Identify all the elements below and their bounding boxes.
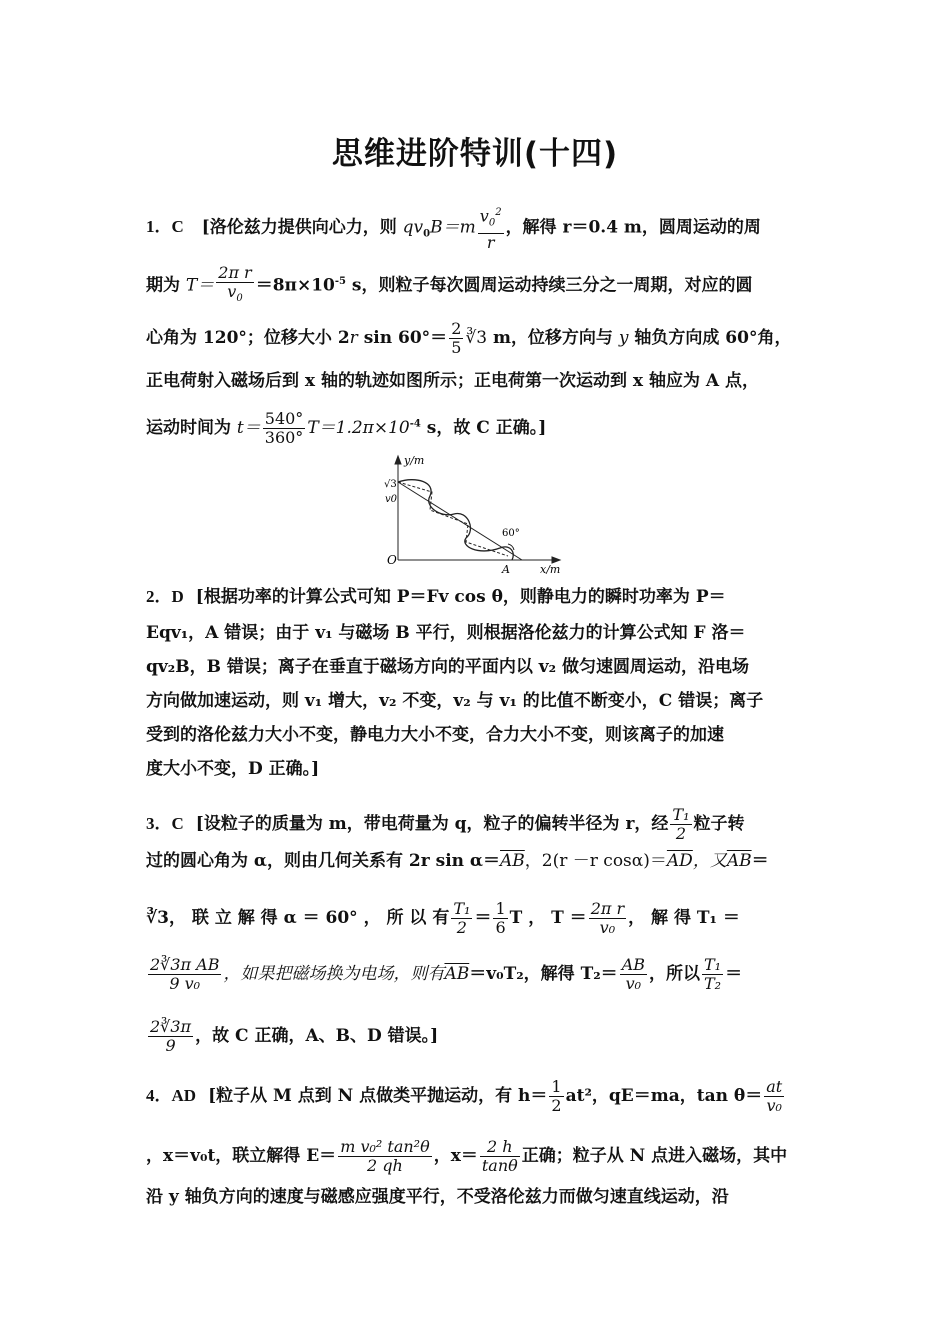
q4-line-1: 4．AD [粒子从 M 点到 N 点做类平抛运动，有 h＝ $\frac{1}{2}$ at²，qE＝ma，tan θ＝ $\frac{at}{\text{v₀}}$	[146, 1077, 783, 1115]
fraction: $\frac{2 h}{\tan\theta}$	[481, 1137, 518, 1175]
q2-line-2: Eqv₁，A 错误；由于 v₁ 与磁场 B 平行，则根据洛伦兹力的计算公式知 F 洛＝	[146, 623, 746, 643]
q2-line-1: 2．D [根据功率的计算公式可知 P＝Fv cos θ，则静电力的瞬时功率为 P＝	[146, 587, 726, 607]
origin-label: O	[387, 553, 397, 567]
q1-line-5: 运动时间为 t＝ $\frac{540^\circ}{360^\circ}$ $T=1.2\pi\times 10^{-4}$ s，故 C 正确。]	[146, 409, 547, 447]
q2-line-6: 度大小不变，D 正确。]	[146, 759, 320, 779]
point-a-label: A	[502, 563, 510, 574]
fraction: $\frac{540^\circ}{360^\circ}$	[264, 409, 304, 447]
v0-label: v0	[385, 494, 398, 505]
fraction: $\frac{\text{T₁}}{2}$	[672, 805, 690, 843]
dashed-chords	[398, 482, 508, 556]
fraction: $\frac{\text{2∛3π AB}}{\text{9 v₀}}$	[150, 955, 220, 993]
fraction: $\frac{\text{T₁}}{2}$	[453, 899, 471, 937]
page-title: 思维进阶特训(十四)	[331, 136, 619, 172]
q2-line-5: 受到的洛伦兹力大小不变，静电力大小不变，合力大小不变，则该离子的加速	[146, 725, 724, 745]
q3-line-5: $\frac{2∛3\pi}{9}$ ，故 C 正确，A、B、D 错误。]	[150, 1017, 439, 1055]
trajectory-figure	[382, 452, 566, 574]
ylabel: y/m	[404, 454, 425, 467]
q1-line-1: 1．C [洛伦兹力提供向心力，则 $qv_0B=m$ $\frac{v_0^2}{r}$ ，解得 r＝0.4 m，圆周运动的周	[146, 204, 808, 252]
fraction: $\frac{\text{2π r}}{v_0}$	[218, 263, 252, 305]
q2-number: 2．D	[146, 587, 184, 606]
q1-line-2: 期为 T＝ $\frac{\text{2π r}}{v_0}$ $=8\pi\times 10^{-5}$ s，则粒子每次圆周运动持续三分之一周期，对应的圆	[146, 264, 808, 308]
q1-number: 1．C	[146, 217, 184, 237]
q2-line-4: 方向做加速运动，则 v₁ 增大，v₂ 不变，v₂ 与 v₁ 的比值不断变小，C 错误；离子	[146, 691, 764, 711]
y-arrow	[395, 456, 401, 464]
angle-label: 60°	[502, 528, 520, 539]
fraction: $\frac{AB}{\text{v₀}}$	[621, 955, 645, 993]
q4-number: 4．AD	[146, 1086, 197, 1105]
q4-line-3: 沿 y 轴负方向的速度与磁感应强度平行，不受洛伦兹力而做匀速直线运动，沿	[146, 1187, 729, 1207]
fraction: $\frac{v_0^2}{r}$	[478, 204, 504, 252]
fraction: $\frac{\text{T₁}}{\text{T₂}}$	[704, 955, 722, 993]
q3-line-2: 过的圆心角为 α，则由几何关系有 2r $\sin \alpha=\overline{AB}$，2(r －r $\cos\alpha)=\overline{AD}$，又$\overline{AB}=$	[146, 851, 769, 871]
q1-line-3: 心角为 120°；位移大小 2r sin 60°＝ $\frac{2}{5}$ ∛3 m，位移方向与 y 轴负方向成 60°角，	[146, 319, 792, 357]
q1-line-4: 正电荷射入磁场后到 x 轴的轨迹如图所示；正电荷第一次运动到 x 轴应为 A 点，	[146, 371, 759, 391]
fraction: $\frac{1}{6}$	[495, 899, 506, 937]
q4-line-2: ，x＝v₀t，联立解得 E＝ $\frac{\text{m v₀² tan²θ}}{2 qh}$ ，x＝ $\frac{2 h}{\tan\theta}$ 正确；粒子从 N 点进入磁场，其中	[146, 1137, 788, 1175]
q2-line-3: qv₂B，B 错误；离子在垂直于磁场方向的平面内以 v₂ 做匀速圆周运动，沿电场	[146, 657, 750, 677]
fraction: $\frac{at}{\text{v₀}}$	[766, 1077, 783, 1115]
fraction: $\frac{\text{2π r}}{\text{v₀}}$	[590, 899, 625, 937]
q3-line-4: $\frac{\text{2∛3π AB}}{\text{9 v₀}}$ ，如果把磁场换为电场，则有$\overline{AB}=v_0T_2$，解得 T₂＝ $\frac{AB}{\text{v₀}}$ ，所以 $\frac{\text{T₁}}{\text{T₂}}$ ＝	[150, 955, 743, 993]
fraction: $\frac{\text{m v₀² tan²θ}}{2 qh}$	[340, 1137, 430, 1175]
xlabel: x/m	[540, 563, 561, 574]
q3-number: 3．C	[146, 814, 184, 833]
ytick-label: √3	[384, 479, 397, 490]
fraction: $\frac{2}{5}$	[451, 319, 462, 357]
q3-line-3: ∛3， 联 立 解 得 α ＝ 60° ， 所 以 有 $\frac{\text{T₁}}{2}$ ＝ $\frac{1}{6}$ T ， T ＝ $\frac{\text{2π r}}{\text{v₀}}$ ， 解 得 T₁ ＝	[146, 899, 740, 937]
fraction: $\frac{2∛3\pi}{9}$	[150, 1017, 192, 1055]
fraction: $\frac{1}{2}$	[551, 1077, 562, 1115]
straight-line	[398, 482, 522, 560]
q3-line-1: 3．C [设粒子的质量为 m，带电荷量为 q，粒子的偏转半径为 r，经 $\frac{\text{T₁}}{2}$ 粒子转	[146, 805, 745, 843]
